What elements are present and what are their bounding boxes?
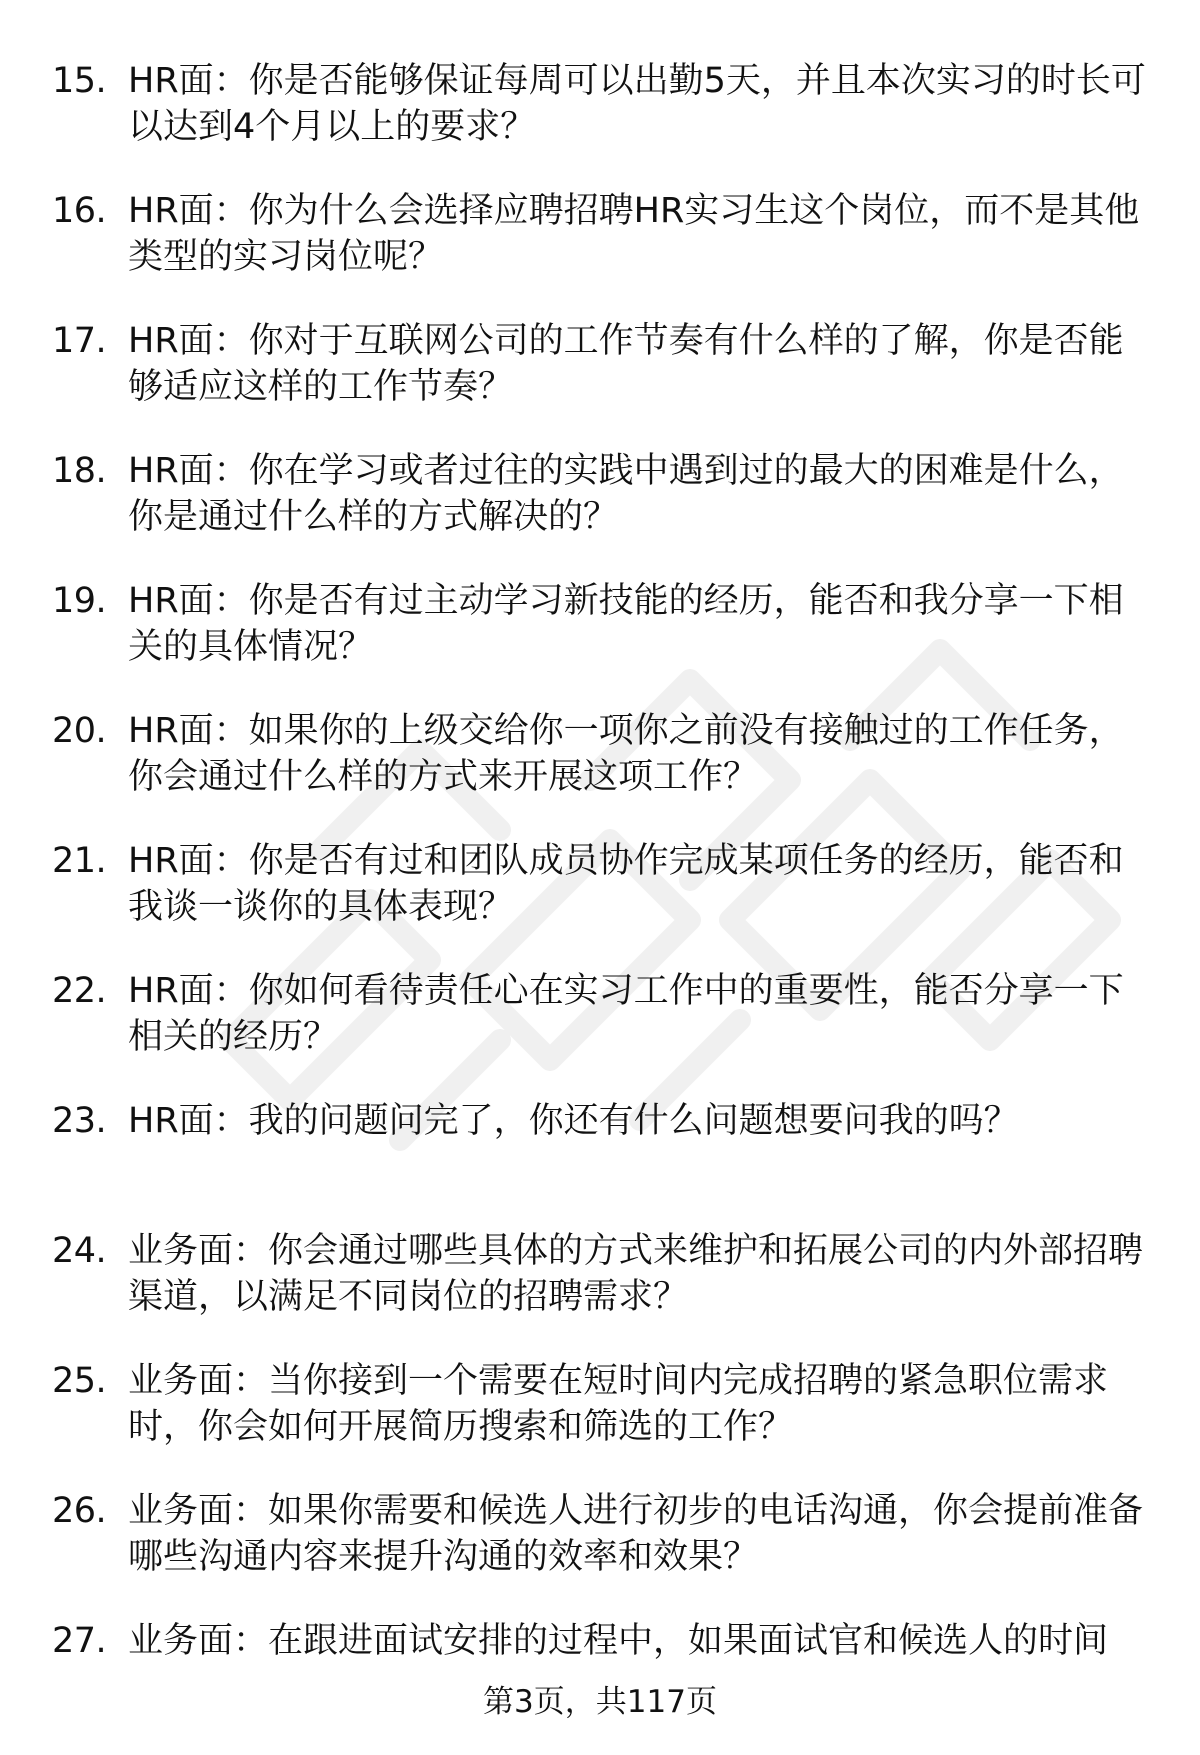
list-item [0,708,1200,838]
list-item [0,838,1200,968]
page-footer: 第3页，共117页 [483,1684,717,1720]
question-text: 业务面：你会通过哪些具体的方式来维护和拓展公司的内外部招聘渠道，以满足不同岗位的招聘需求？ [128,1231,1144,1317]
question-number: 17. [52,321,107,361]
question-number: 20. [52,711,107,751]
question-text: HR面：你是否有过和团队成员协作完成某项任务的经历，能否和我谈一谈你的具体表现？ [128,841,1124,927]
list-item [0,318,1200,448]
list-item [0,1098,1200,1228]
list-item [0,1358,1200,1488]
question-number: 27. [52,1621,107,1661]
question-text: 业务面：当你接到一个需要在短时间内完成招聘的紧急职位需求时，你会如何开展简历搜索和筛选的工作？ [128,1361,1109,1447]
list-item [0,58,1200,188]
list-item [0,188,1200,318]
question-text: HR面：如果你的上级交给你一项你之前没有接触过的工作任务，你会通过什么样的方式来开展这项工作？ [128,711,1124,797]
question-text: HR面：我的问题问完了，你还有什么问题想要问我的吗？ [128,1101,1019,1141]
question-number: 23. [52,1101,107,1141]
question-text: HR面：你为什么会选择应聘招聘HR实习生这个岗位，而不是其他类型的实习岗位呢？ [128,191,1140,277]
question-text: HR面：你是否能够保证每周可以出勤5天，并且本次实习的时长可以达到4个月以上的要求？ [128,61,1146,147]
question-list [0,58,1200,1748]
question-number: 24. [52,1231,107,1271]
question-number: 15. [52,61,107,101]
list-item [0,968,1200,1098]
question-number: 26. [52,1491,107,1531]
question-number: 22. [52,971,107,1011]
question-number: 18. [52,451,107,491]
question-number: 19. [52,581,107,621]
question-text: 业务面：如果你需要和候选人进行初步的电话沟通，你会提前准备哪些沟通内容来提升沟通的效率和效果？ [128,1491,1144,1577]
question-number: 21. [52,841,107,881]
question-text: HR面：你如何看待责任心在实习工作中的重要性，能否分享一下相关的经历？ [128,971,1124,1057]
question-number: 25. [52,1361,107,1401]
list-item [0,578,1200,708]
list-item [0,1488,1200,1618]
list-item [0,448,1200,578]
question-text: HR面：你对于互联网公司的工作节奏有什么样的了解，你是否能够适应这样的工作节奏？ [128,321,1124,407]
question-text: HR面：你在学习或者过往的实践中遇到过的最大的困难是什么，你是通过什么样的方式解决的？ [128,451,1124,537]
question-number: 16. [52,191,107,231]
question-text: 业务面：在跟进面试安排的过程中，如果面试官和候选人的时间 [128,1621,1109,1661]
question-text: HR面：你是否有过主动学习新技能的经历，能否和我分享一下相关的具体情况？ [128,581,1124,667]
list-item [0,1228,1200,1358]
